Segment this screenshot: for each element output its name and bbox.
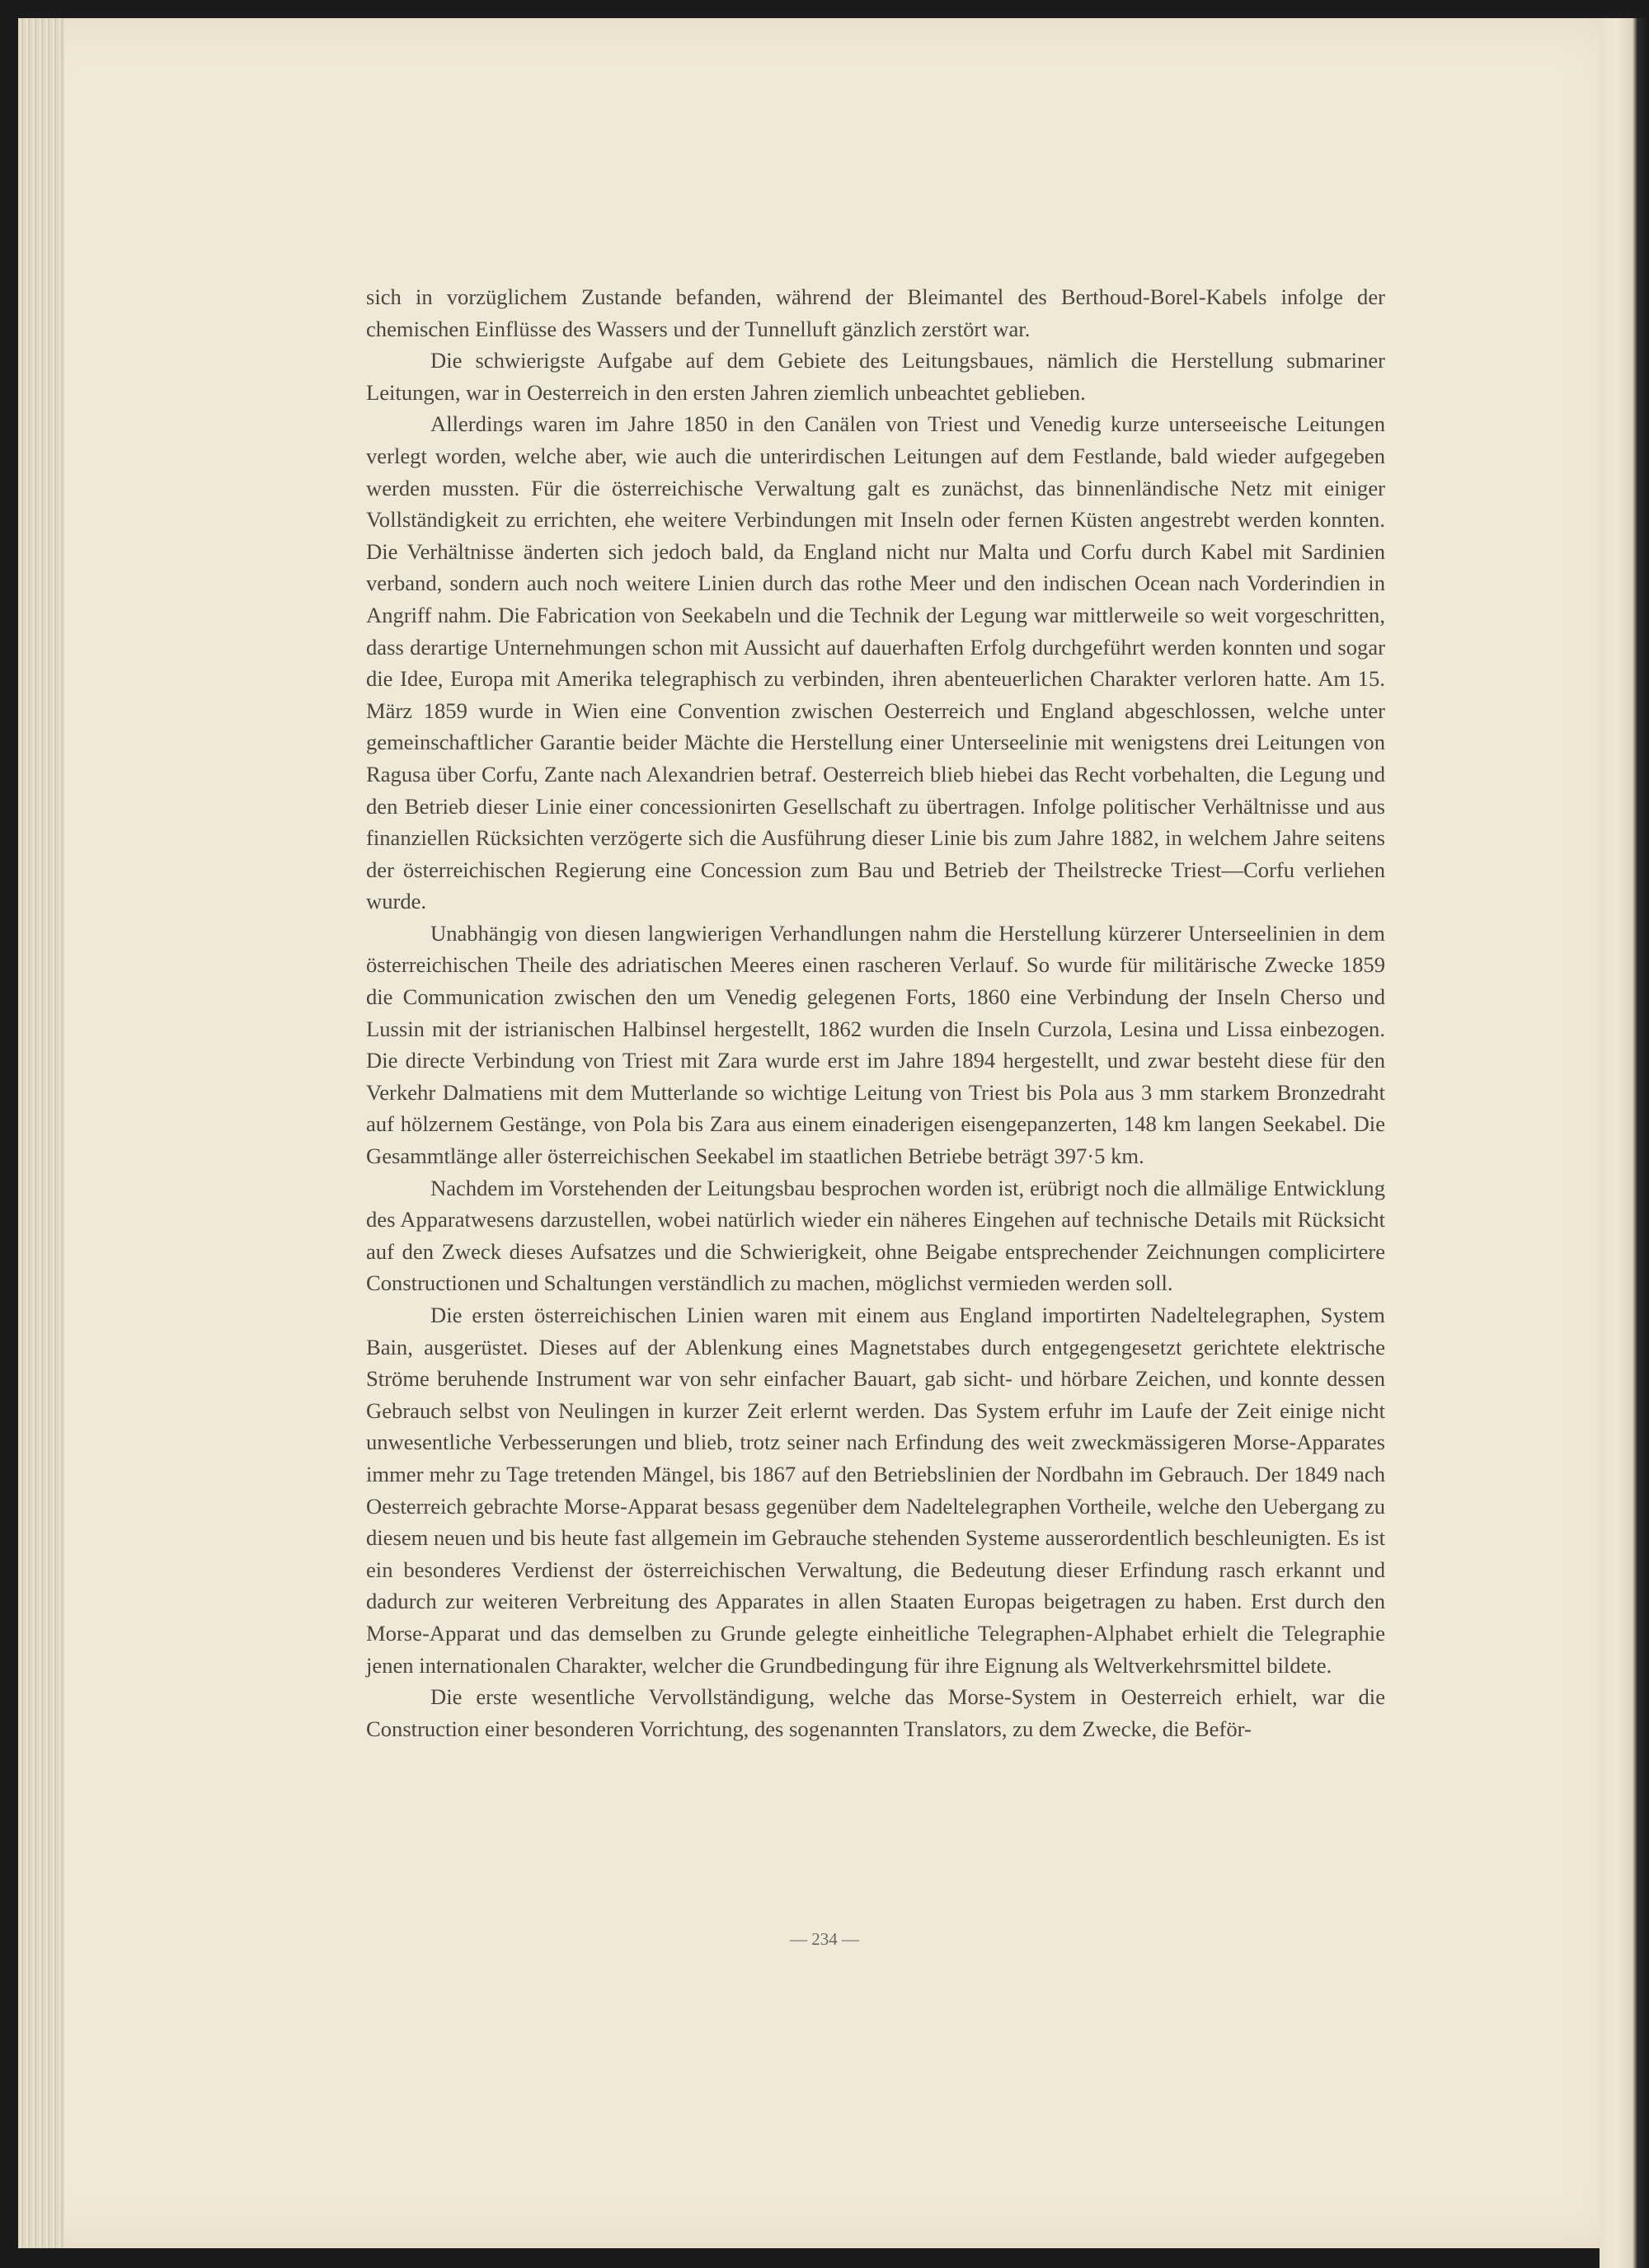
paragraph: Die schwierigste Aufgabe auf dem Gebiete des Leitungsbaues, nämlich die Herstellung submariner Leitungen, war in Oesterreich in den ersten Jahren ziemlich unbeachtet geblieben.	[366, 348, 1385, 405]
page-number: — 234 —	[790, 1929, 859, 1949]
paragraph: Die erste wesentliche Vervollständigung, welche das Morse-System in Oesterreich erhielt, war die Construction einer besonderen Vorrichtung, des sogenannten Translators, zu dem Zwecke, die Beför-	[366, 1684, 1385, 1741]
page-stack-edge-left	[18, 18, 64, 2248]
paragraph: sich in vorzüglichem Zustande befanden, während der Bleimantel des Berthoud-Borel-Kabels infolge der chemischen Einflüsse des Wassers und der Tunnelluft gänzlich zerstört war.	[366, 284, 1385, 341]
body-text	[366, 281, 1385, 1744]
paragraph: Nachdem im Vorstehenden der Leitungsbau besprochen worden ist, erübrigt noch die allmälige Entwicklung des Apparatwesens darzustellen, wobei natürlich wieder ein näheres Eingehen auf technische Details mit Rücksicht auf den Zweck dieses Aufsatzes und die Schwierigkeit, ohne Beigabe entsprechender Zeichnungen complicirtere Constructionen und Schaltungen verständlich zu machen, möglichst vermieden werden soll.	[366, 1175, 1385, 1296]
paragraph: Unabhängig von diesen langwierigen Verhandlungen nahm die Herstellung kürzerer Unterseelinien in dem österreichischen Theile des adriatischen Meeres einen rascheren Verlauf. So wurde für militärische Zwecke 1859 die Communication zwischen den um Venedig gelegenen Forts, 1860 eine Verbindung der Inseln Cherso und Lussin mit der istrianischen Halbinsel hergestellt, 1862 wurden die Inseln Curzola, Lesina und Lissa einbezogen. Die directe Verbindung von Triest mit Zara wurde erst im Jahre 1894 hergestellt, und zwar besteht diese für den Verkehr Dalmatiens mit dem Mutterlande so wichtige Leitung von Triest bis Pola aus 3 mm starkem Bronzedraht auf hölzernem Gestänge, von Pola bis Zara aus einem einaderigen eisengepanzerten, 148 km langen Seekabel. Die Gesammtlänge aller österreichischen Seekabel im staatlichen Betriebe beträgt 397·5 km.	[366, 920, 1385, 1169]
paragraph: Allerdings waren im Jahre 1850 in den Canälen von Triest und Venedig kurze unterseeische Leitungen verlegt worden, welche aber, wie auch die unterirdischen Leitungen auf dem Festlande, bald wieder aufgegeben werden mussten. Für die österreichische Verwaltung galt es zunächst, das binnenländische Netz mit einiger Vollständigkeit zu errichten, ehe weitere Verbindungen mit Inseln oder fernen Küsten angestrebt werden konnten. Die Verhältnisse änderten sich jedoch bald, da England nicht nur Malta und Corfu durch Kabel mit Sardinien verband, sondern auch noch weitere Linien durch das rothe Meer und den indischen Ocean nach Vorderindien in Angriff nahm. Die Fabrication von Seekabeln und die Technik der Legung war mittlerweile so weit vorgeschritten, dass derartige Unternehmungen schon mit Aussicht auf dauerhaften Erfolg durchgeführt werden konnten und sogar die Idee, Europa mit Amerika telegraphisch zu verbinden, ihren abenteuerlichen Charakter verloren hatte. Am 15. März 1859 wurde in Wien eine Convention zwischen Oesterreich und England abgeschlossen, welche unter gemeinschaftlicher Garantie beider Mächte die Herstellung einer Unterseelinie mit wenigstens drei Leitungen von Ragusa über Corfu, Zante nach Alexandrien betraf. Oesterreich blieb hiebei das Recht vorbehalten, die Legung und den Betrieb dieser Linie einer concessionirten Gesellschaft zu übertragen. Infolge politischer Verhältnisse und aus finanziellen Rücksichten verzögerte sich die Ausführung dieser Linie bis zum Jahre 1882, in welchem Jahre seitens der österreichischen Regierung eine Concession zum Bau und Betrieb der Theilstrecke Triest—Corfu verliehen wurde.	[366, 411, 1385, 914]
paragraph: Die ersten österreichischen Linien waren mit einem aus England importirten Nadeltelegraphen, System Bain, ausgerüstet. Dieses auf der Ablenkung eines Magnetstabes durch entgegengesetzt gerichtete elektrische Ströme beruhende Instrument war von sehr einfacher Bauart, gab sicht- und hörbare Zeichen, und konnte dessen Gebrauch selbst von Neulingen in kurzer Zeit erlernt werden. Das System erfuhr im Laufe der Zeit einige nicht unwesentliche Verbesserungen und blieb, trotz seiner nach Erfindung des weit zweckmässigeren Morse-Apparates immer mehr zu Tage tretenden Mängel, bis 1867 auf den Betriebslinien der Nordbahn im Gebrauch. Der 1849 nach Oesterreich gebrachte Morse-Apparat besass gegenüber dem Nadeltelegraphen Vortheile, welche den Uebergang zu diesem neuen und bis heute fast allgemein im Gebrauche stehenden Systeme ausserordentlich beschleunigten. Es ist ein besonderes Verdienst der österreichischen Verwaltung, die Bedeutung dieser Erfindung rasch erkannt und dadurch zur weiteren Verbreitung des Apparates in allen Staaten Europas beigetragen zu haben. Erst durch den Morse-Apparat und das demselben zu Grunde gelegte einheitliche Telegraphen-Alphabet erhielt die Telegraphie jenen internationalen Charakter, welcher die Grundbedingung für ihre Eignung als Weltverkehrsmittel bildete.	[366, 1303, 1385, 1678]
